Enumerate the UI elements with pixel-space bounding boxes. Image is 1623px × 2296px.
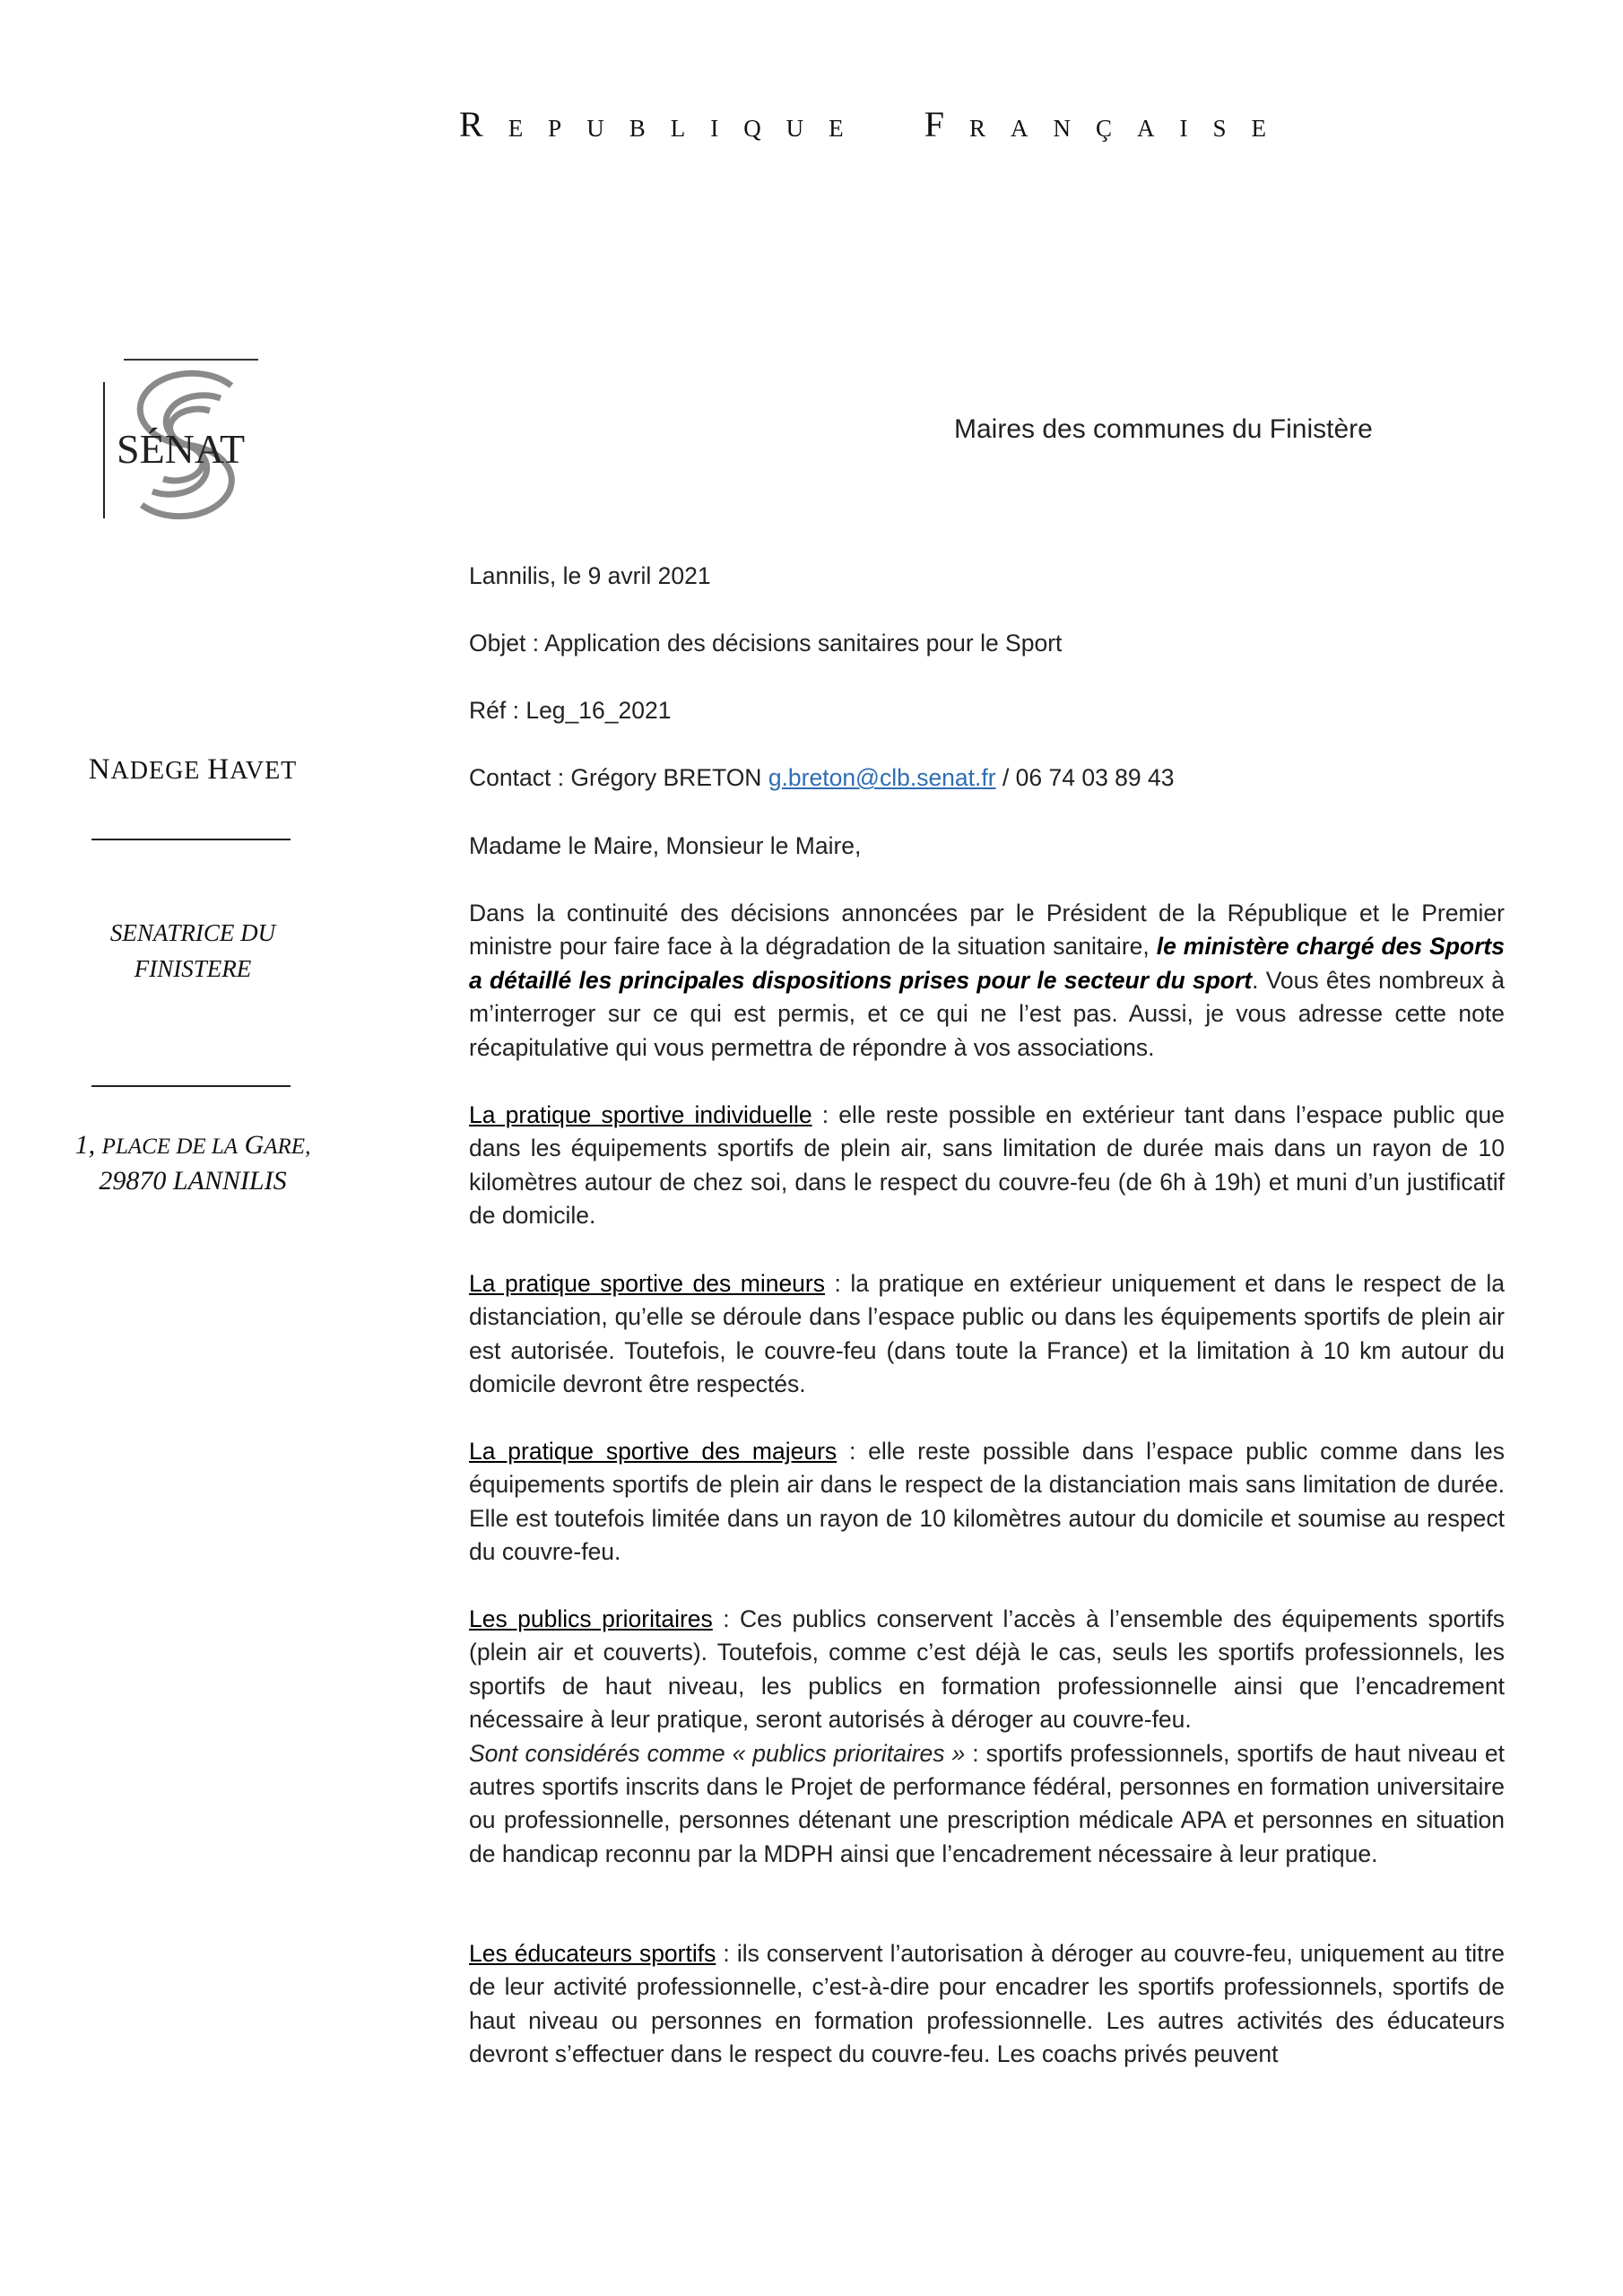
contact-email-link[interactable]: g.breton@clb.senat.fr [768,764,996,791]
section-educateurs: Les éducateurs sportifs : ils conservent l’autorisation à déroger au couvre-feu, uniquement au titre de leur activité professionnelle, c’est-à-dire pour encadrer les sportifs professionnels, sportifs de haut niveau ou personnes en formation professionnelle. Les autres activités des éducateurs devront s’effectuer dans le respect du couvre-feu. Les coachs privés peuvent [469,1940,1506,2068]
senat-logo [97,357,276,536]
salutation: Madame le Maire, Monsieur le Maire, [469,832,862,859]
intro-paragraph: Dans la continuité des décisions annoncées par le Président de la République et le Premier ministre pour faire face à la dégradation de la situation sanitaire, le ministère chargé des Sports a détaillé les principales dispositions prises pour le secteur du sport. Vous êtes nombreux à m’interroger sur ce qui est permis, et ce qui ne l’est pas. Aussi, je vous adresse cette note récapitulative qui vous permettra de répondre à vos associations. [469,900,1505,1061]
section-prioritaires: Les publics prioritaires : Ces publics conservent l’accès à l’ensemble des équipements sportifs (plein air et couverts). Toutefois, comme c’est déjà le cas, seuls les sportifs professionnels, les sportifs de haut niveau, les publics en formation professionnelle ainsi que l’encadrement nécessaire à leur pratique, seront autorisés à déroger au couvre-feu. Sont considérés comme « publics prioritaires » : sportifs professionnels, sportifs de haut niveau et autres sportifs inscrits dans le Projet de performance fédéral, personnes en formation universitaire ou professionnelle, personnes détenant une prescription médicale APA et personnes en situation de handicap reconnu par la MDPH ainsi que l’encadrement nécessaire à leur pratique. [469,1605,1505,1867]
header-word-2-rest: RANÇAISE [968,115,1291,142]
section-title: Les publics prioritaires [469,1605,713,1632]
section-title: La pratique sportive des mineurs [469,1270,825,1297]
senator-address [45,1128,341,1198]
section-individuelle: La pratique sportive individuelle : elle reste possible en extérieur tant dans l’espace public que dans les équipements sportifs de plein air, sans limitation de durée mais dans un rayon de 10 kilomètres autour de chez soi, dans le respect du couvre-feu (de 6h à 19h) et muni d’un justificatif de domicile. [469,1101,1506,1230]
section-title: La pratique sportive des majeurs [469,1438,838,1465]
contact-line: Contact : Grégory BRETON g.breton@clb.senat.fr / 06 74 03 89 43 [469,764,1175,791]
senator-role-line2: FINISTERE [134,955,252,982]
senator-name: NADEGE HAVET [88,753,298,786]
section-majeurs: La pratique sportive des majeurs : elle reste possible dans l’espace public comme dans les équipements sportifs de plein air dans le respect de la distanciation mais sans limitation de durée. Elle est toutefois limitée dans un rayon de 10 kilomètres autour du domicile et soumise au respect du couvre-feu. [469,1438,1505,1566]
senator-role-line1: SENATRICE DU [109,919,276,946]
object-line: Objet : Application des décisions sanitaires pour le Sport [469,630,1063,657]
address-line1: 1, PLACE DE LA GARE, [74,1130,311,1160]
logo-wordmark: SÉNAT [117,426,246,472]
section-title: Les éducateurs sportifs [469,1940,716,1967]
reference-line: Réf : Leg_16_2021 [469,697,672,724]
sidebar-divider [91,839,291,840]
senator-role [45,915,341,987]
header-word-1-rest: EPUBLIQUE [508,115,869,142]
letter-body [469,897,1505,1065]
address-line2: 29870 LANNILIS [99,1166,287,1196]
place-date: Lannilis, le 9 avril 2021 [469,562,711,589]
header-initial-2: F [924,104,969,144]
section-mineurs: La pratique sportive des mineurs : la pratique en extérieur uniquement et dans le respect de la distanciation, qu’elle se déroule dans l’espace public ou dans les équipements sportifs de plein air est autorisée. Toutefois, le couvre-feu (dans toute la France) et la limitation à 10 km autour du domicile devront être respectés. [469,1270,1505,1398]
sidebar-divider [91,1085,291,1087]
recipient: Maires des communes du Finistère [954,414,1373,444]
header-initial-1: R [459,104,508,144]
document-header [459,103,1291,145]
section-title: La pratique sportive individuelle [469,1101,812,1128]
